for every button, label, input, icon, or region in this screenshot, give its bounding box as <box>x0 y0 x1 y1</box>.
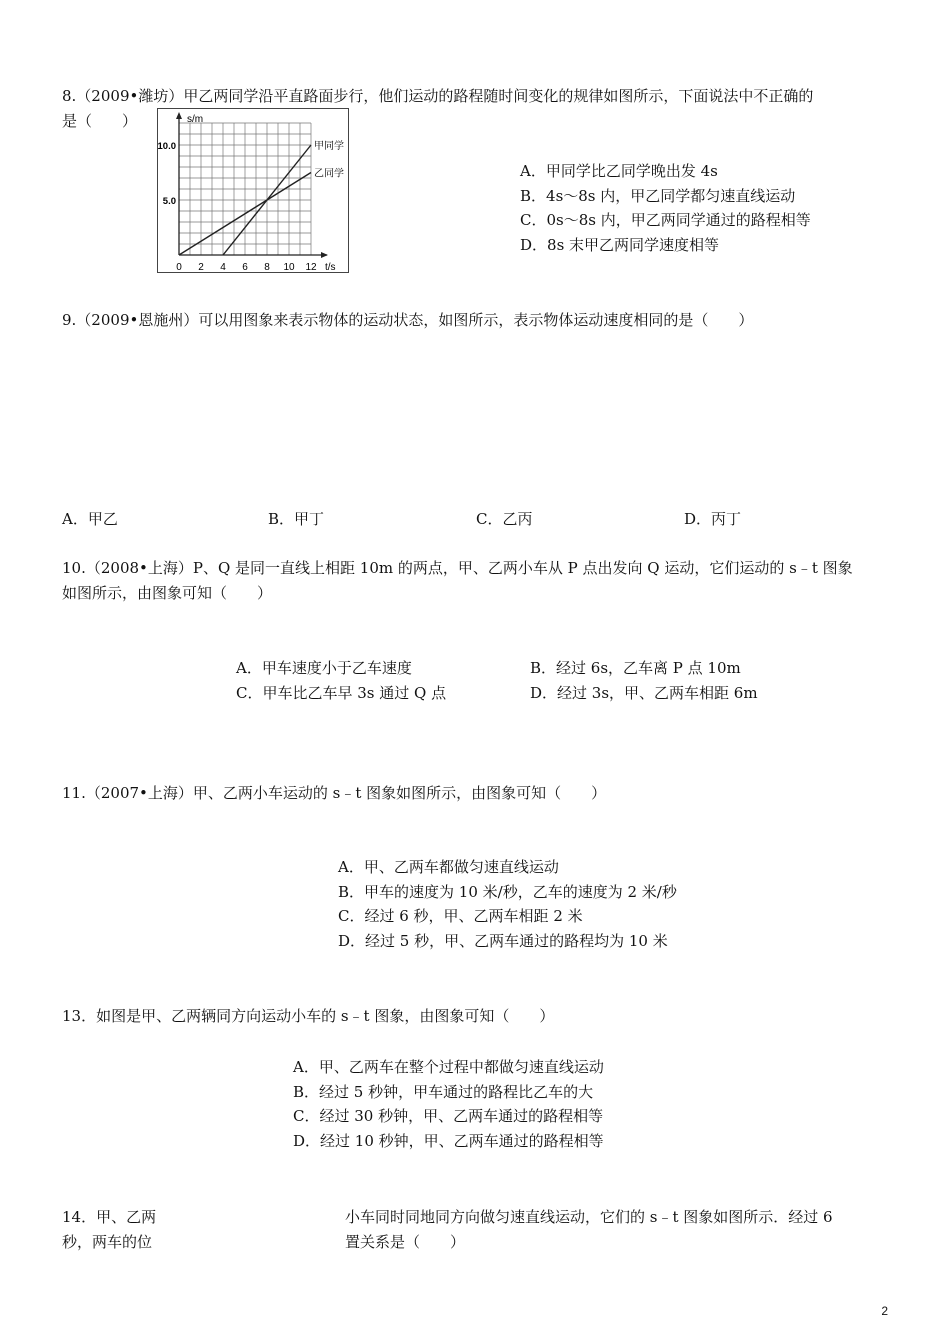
q9-option-a: A．甲乙 <box>62 510 118 528</box>
y-axis-arrow <box>176 112 182 119</box>
chart-axes <box>158 112 329 273</box>
q11-option-c: C．经过 6 秒，甲、乙两车相距 2 米 <box>338 907 583 925</box>
q13-option-d: D．经过 10 秒钟，甲、乙两车通过的路程相等 <box>293 1132 604 1150</box>
q13-option-b: B．经过 5 秒钟，甲车通过的路程比乙车的大 <box>293 1083 594 1101</box>
q10-option-c: C．甲车比乙车早 3s 通过 Q 点 <box>236 684 447 702</box>
q9-option-d: D．丙丁 <box>684 510 742 528</box>
q14-stem-left1: 14．甲、乙两 <box>62 1208 157 1226</box>
x-tick-label: 12 <box>305 262 317 273</box>
q10-stem-line2: 如图所示，由图象可知（ ） <box>62 584 273 602</box>
page-number: 2 <box>881 1304 888 1318</box>
x-tick-label: 2 <box>198 262 204 273</box>
q10-option-d: D．经过 3s，甲、乙两车相距 6m <box>530 684 758 702</box>
q8-stem-line2: 是（ ） <box>62 112 138 130</box>
chart-marks <box>179 139 344 255</box>
q11-option-d: D．经过 5 秒，甲、乙两车通过的路程均为 10 米 <box>338 932 668 950</box>
x-tick-label: 6 <box>242 262 248 273</box>
q14-stem-right2: 置关系是（ ） <box>345 1233 466 1251</box>
series-label-1: 甲同学 <box>314 141 344 152</box>
q13-option-a: A．甲、乙两车在整个过程中都做匀速直线运动 <box>293 1058 604 1076</box>
x-tick-label: 0 <box>176 262 182 273</box>
q8-option-d: D．8s 末甲乙两同学速度相等 <box>520 236 720 254</box>
q14-stem-right1: 小车同时同地同方向做匀速直线运动，它们的 s﹣t 图象如图所示．经过 6 <box>345 1208 833 1226</box>
x-axis-label: t/s <box>325 262 336 273</box>
y-axis-label: s/m <box>187 114 204 125</box>
x-tick-label: 8 <box>264 262 270 273</box>
q8-st-chart <box>157 108 349 273</box>
q10-option-b: B．经过 6s，乙车离 P 点 10m <box>530 659 741 677</box>
q10-option-a: A．甲车速度小于乙车速度 <box>236 659 412 677</box>
q11-option-a: A．甲、乙两车都做匀速直线运动 <box>338 858 559 876</box>
q9-stem: 9.（2009•恩施州）可以用图象来表示物体的运动状态，如图所示，表示物体运动速度相同的是（ ） <box>62 311 754 329</box>
y-tick-label: 5.0 <box>162 196 176 207</box>
q9-option-c: C．乙丙 <box>476 510 533 528</box>
q13-option-c: C．经过 30 秒钟，甲、乙两车通过的路程相等 <box>293 1107 604 1125</box>
q13-stem: 13．如图是甲、乙两辆同方向运动小车的 s﹣t 图象，由图象可知（ ） <box>62 1007 555 1025</box>
q8-option-a: A．甲同学比乙同学晚出发 4s <box>520 162 718 180</box>
q8-option-b: B．4s～8s 内，甲乙同学都匀速直线运动 <box>520 187 796 205</box>
x-tick-label: 4 <box>220 262 226 273</box>
q9-option-b: B．甲丁 <box>268 510 325 528</box>
chart-grid <box>179 123 311 255</box>
q11-option-b: B．甲车的速度为 10 米/秒，乙车的速度为 2 米/秒 <box>338 883 677 901</box>
q11-stem: 11.（2007•上海）甲、乙两小车运动的 s﹣t 图象如图所示，由图象可知（ ） <box>62 784 607 802</box>
x-axis-arrow <box>321 252 328 258</box>
q8-option-c: C．0s～8s 内，甲乙两同学通过的路程相等 <box>520 211 811 229</box>
x-tick-label: 10 <box>283 262 295 273</box>
series-label-2: 乙同学 <box>314 168 344 180</box>
q10-stem-line1: 10.（2008•上海）P、Q 是同一直线上相距 10m 的两点，甲、乙两小车从 P 点出发向 Q 运动，它们运动的 s﹣t 图象 <box>62 559 853 577</box>
q8-stem-line1: 8.（2009•潍坊）甲乙两同学沿平直路面步行，他们运动的路程随时间变化的规律如图所示，下面说法中不正确的 <box>62 87 814 105</box>
q14-stem-left2: 秒，两车的位 <box>62 1233 153 1251</box>
y-tick-label: 10.0 <box>157 141 176 152</box>
